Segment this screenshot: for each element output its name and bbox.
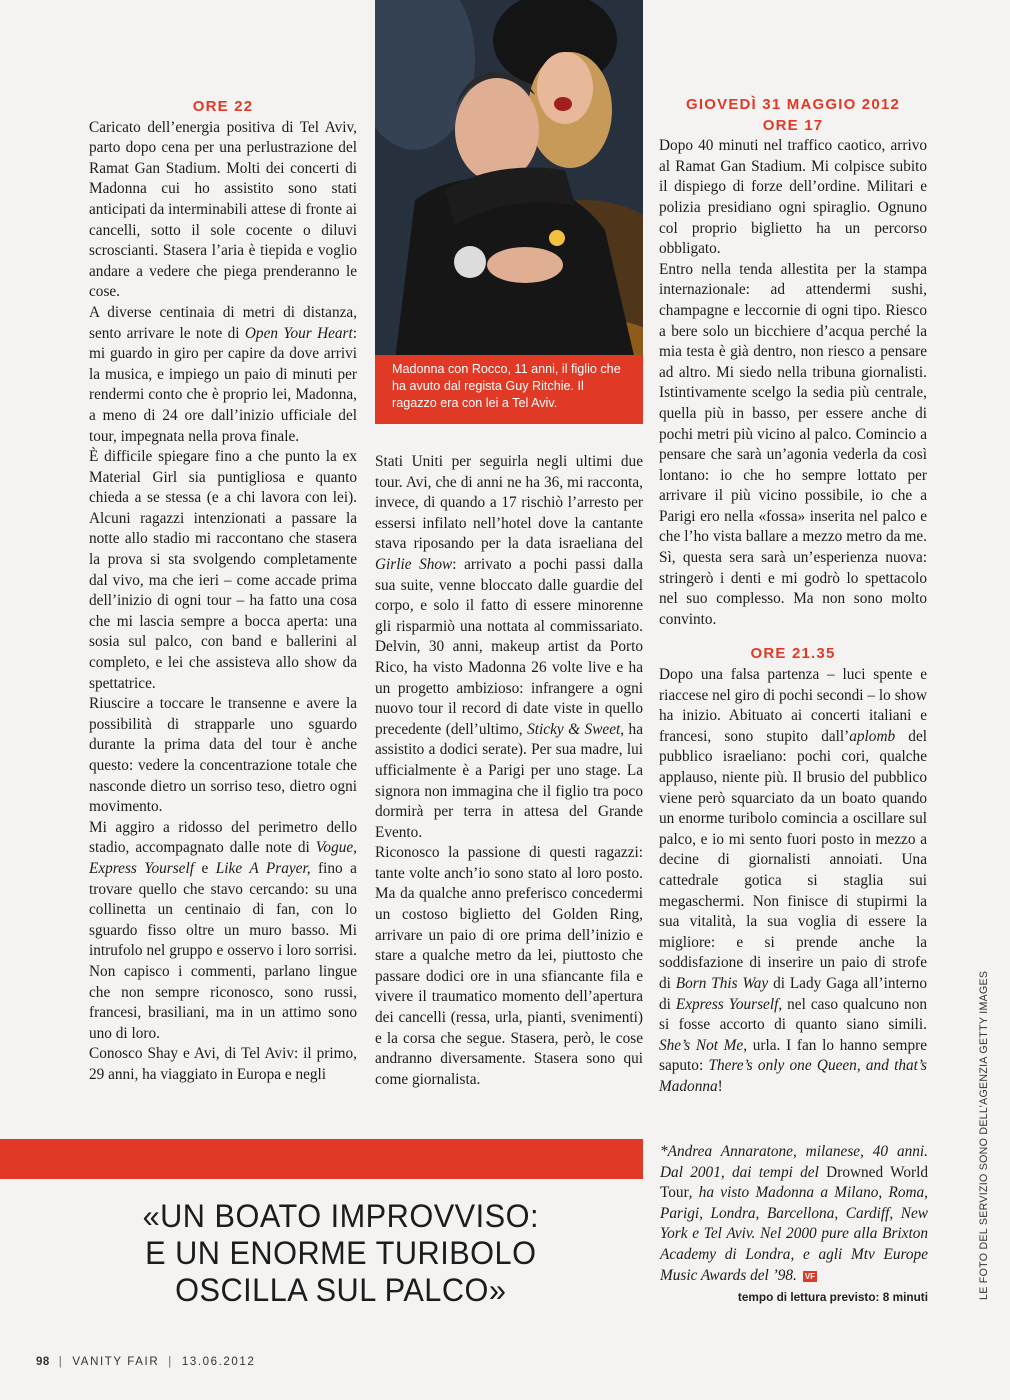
article-column-3 bbox=[659, 95, 927, 1098]
paragraph: È difficile spiegare fino a che punto la ex Material Girl sia puntigliosa e quanto chieda a se stessa (e a chi lavora con lei). Alcuni ragazzi intenzionati a passare la notte allo stadio mi raccontano che stasera la prova si sta svolgendo completamente dal vivo, ma che ieri – come accade prima dell’inizio di ogni tour – ha fatto una cosa che mi lascia sempre a bocca aperta: una sosia sul palco, con band e ballerini al completo, e lei che assisteva allo show da spettatrice. bbox=[89, 448, 357, 692]
time-heading-ore-17: ORE 17 bbox=[762, 116, 824, 134]
reading-time: tempo di lettura previsto: 8 minuti bbox=[737, 1290, 928, 1304]
red-accent-band bbox=[0, 1139, 643, 1179]
paragraph: A diverse centinaia di metri di distanza, sento arrivare le note di Open Your Heart: mi guardo in giro per capire da dove arrivi la musica, e impiego un paio di minuti per rendermi conto che è proprio lei, Madonna, a meno di 24 ore dall’inizio ufficiale del tour, impegnata nella prova finale. bbox=[89, 303, 358, 445]
date-heading: GIOVEDÌ 31 MAGGIO 2012 bbox=[686, 96, 900, 113]
paragraph: Riconosco la passione di questi ragazzi: tante volte anch’io sono stato al loro posto. Ma da qualche anno preferisco concedermi un costoso biglietto del Golden Ring, arrivare un paio di ore prima dell’inizio e stare a qualche metro da lei, piuttosto che passare dodici ore in una sfiancante fila e vivere il traumatico momento dell’apertura dei cancelli (ressa, urla, pianti, svenimenti) e la corsa che segue. Stasera, però, le cose andranno diversamente. Stasera sono qui come giornalista. bbox=[375, 844, 643, 1088]
paragraph: Conosco Shay e Avi, di Tel Aviv: il primo, 29 anni, ha viaggiato in Europa e negli bbox=[89, 1045, 357, 1083]
time-heading-ore-21-35: ORE 21.35 bbox=[750, 645, 836, 663]
time-heading-ore-22: ORE 22 bbox=[192, 98, 254, 115]
paragraph: Stati Uniti per seguirla negli ultimi due tour. Avi, che di anni ne ha 36, mi racconta, invece, di quando a 17 rischiò l’arresto per essersi infilato nell’hotel dove la cantante stava riposando per la data israeliana del Girlie Show: arrivato a pochi passi dalla sua suite, venne bloccato dalle guardie del corpo, e solo il fatto di essere minorenne gli risparmiò una nottata al commissariato. Delvin, 30 anni, makeup artist da Porto Rico, ha visto Madonna 26 volte live e ha un progetto ambizioso: infrangere a ogni nuovo tour il record di date viste in quello precedente (dell’ultimo, Sticky & Sweet, ha assistito a dodici serate). Per sua madre, lui ufficialmente è a Parigi per uno stage. La signora non immagina che il figlio tra poco dormirà per terra in attesa del Grande Evento. bbox=[375, 453, 644, 841]
pull-quote-line: «UN BOATO IMPROVVISO: bbox=[142, 1198, 540, 1234]
paragraph: Mi aggiro a ridosso del perimetro dello stadio, accompagnato dalle note di Vogue, Express Yourself e Like A Prayer, fino a trovare quello che stavo cercando: su una collinetta un centinaio di fan, con lo sguardo fisso oltre un muro basso. Mi intrufolo nel gruppo e osservo i loro sorrisi. Non capisco i commenti, parlano lingue che non sempre riconosco, sono russi, francesi, brasiliani, ma in un attimo sono uno di loro. bbox=[89, 818, 357, 1042]
photo-credit: LE FOTO DEL SERVIZIO SONO DELL’AGENZIA GETTY IMAGES bbox=[978, 970, 990, 1300]
paragraph: Caricato dell’energia positiva di Tel Aviv, parto dopo cena per una perlustrazione del Ramat Gan Stadium. Molti dei concerti di Madonna cui ho assistito sono stati anticipati da interminabili attese di fronte ai cancelli, sotto il sole cocente o diluvi scroscianti. Stasera l’aria è tiepida e voglio andare a vedere che piega prenderanno le cose. bbox=[89, 118, 357, 301]
paragraph: Riuscire a toccare le transenne e avere la possibilità di strapparle uno sguardo durante la prima data del tour è anche questo: vedere la concentrazione totale che nasconde dietro un sorriso teso, dietro ogni movimento. bbox=[89, 695, 357, 816]
article-column-2 bbox=[375, 452, 643, 1090]
paragraph: Entro nella tenda allestita per la stampa internazionale: ad attendermi sushi, champagne e leccornie di ogni tipo. Riesco a bere solo un bicchiere d’acqua perché la mia testa è già dentro, non riesco a pensare ad altro. Mi siedo nella tribuna giornalisti. Istintivamente scelgo la sedia più centrale, quella più in basso, per essere anche di pochi metri più vicino al palco. Comincio a pensare che sarà un’agonia vederla da così lontano: io che ho sempre lottato per arrivare il più vicino possibile, io che a Parigi ero nella «fossa» inserita nel palco e che l’ho vista ballare a mezzo metro da me. Sì, questa sera sarà un’esperienza nuova: stringerò i denti e mi godrò lo spettacolo nel suo complesso. Ma non sono molto convinto. bbox=[659, 260, 927, 628]
photo-caption: Madonna con Rocco, 11 anni, il figlio che ha avuto dal regista Guy Ritchie. Il ragazzo era con lei a Tel Aviv. bbox=[375, 355, 643, 424]
author-bio: *Andrea Annaratone, milanese, 40 anni. Dal 2001, dai tempi del Drowned World Tour, ha visto Madonna a Milano, Roma, Parigi, Londra, Barcellona, Cardiff, New York e Tel Aviv. Nel 2000 pure alla Brixton Academy di Londra, e agli Mtv Europe Music Awards del ’98. VF bbox=[660, 1143, 928, 1284]
page-number: 98 bbox=[36, 1356, 50, 1368]
pull-quote-line: E UN ENORME TURIBOLO bbox=[145, 1235, 537, 1271]
pull-quote bbox=[60, 1198, 622, 1309]
page-footer: 98 | VANITY FAIR | 13.06.2012 bbox=[36, 1356, 256, 1368]
end-mark-logo: VF bbox=[804, 1271, 816, 1281]
pull-quote-line: OSCILLA SUL PALCO» bbox=[175, 1272, 507, 1308]
magazine-name: VANITY FAIR bbox=[72, 1356, 160, 1368]
issue-date: 13.06.2012 bbox=[181, 1356, 256, 1368]
article-column-1 bbox=[89, 97, 357, 1086]
paragraph: Dopo una falsa partenza – luci spente e riaccese nel giro di pochi secondi – lo show ha inizio. Abituato ai concerti italiani e francesi, sono stupito dall’aplomb del pubblico israeliano: pochi cori, qualche applauso, niente più. Il brusio del pubblico viene però squarciato da un boato quando un enorme turibolo comincia a oscillare sul palco, e io mi sento fuori posto in mezzo a decine di giornalisti annoiati. Una cattedrale gotica si staglia sui megaschermi. Non finisce di stupirmi la sua vitalità, la sua voglia di essere la migliore: e si prende anche la soddisfazione di inserire un paio di strofe di Born This Way di Lady Gaga all’interno di Express Yourself, nel caso qualcuno non si fosse accorto di quanto siano simili. She’s Not Me, urla. I fan lo hanno sempre saputo: There’s only one Queen, and that’s Madonna! bbox=[659, 666, 927, 1095]
paragraph: Dopo 40 minuti nel traffico caotico, arrivo al Ramat Gan Stadium. Mi colpisce subito il dispiego di forze dell’ordine. Militari e polizia presidiano ogni spiraglio. Ognuno col proprio biglietto ha un percorso obbligato. bbox=[659, 137, 927, 258]
